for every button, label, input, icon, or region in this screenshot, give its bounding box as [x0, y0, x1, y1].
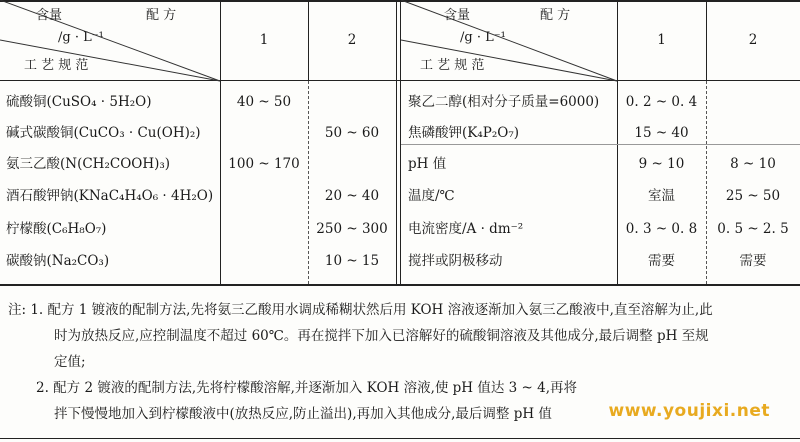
right-row-3-value-2: 8 ~ 10 [730, 156, 776, 172]
right-section-rule [401, 144, 800, 145]
note-1-line-1: 注: 1. 配方 1 镀液的配制方法,先将氨三乙酸用水调成稀糊状然后用 KOH 溶液逐渐加入氨三乙酸液中,直至溶解为止,此 [8, 302, 713, 318]
left-row-3-name: 氨三乙酸(N(CH₂COOH)₃) [6, 156, 171, 172]
note-1-line-2: 时为放热反应,应控制温度不超过 60℃。再在搅拌下加入已溶解好的硫酸铜溶液及其他成分,最后调整 pH 至规 [54, 328, 709, 344]
right-corner-formula-label: 配 方 [540, 8, 571, 23]
left-row-4-name: 酒石酸钾钠(KNaC₄H₄O₆ · 4H₂O) [6, 188, 214, 204]
right-row-1-name: 聚乙二醇(相对分子质量=6000) [408, 94, 600, 110]
left-corner-process-label: 工 艺 规 范 [24, 58, 89, 73]
right-row-6-name: 搅拌或阴极移动 [408, 253, 503, 269]
right-row-4-value-2: 25 ~ 50 [725, 188, 781, 204]
left-corner-formula-label: 配 方 [146, 8, 177, 23]
right-col-header-1: 1 [657, 32, 666, 48]
right-row-2-name: 焦磷酸钾(K₄P₂O₇) [408, 125, 520, 141]
right-corner-process-label: 工 艺 规 范 [420, 58, 485, 73]
right-col-header-2: 2 [748, 32, 758, 48]
right-row-4-value-1: 室温 [648, 188, 675, 204]
left-row-4-value-2: 20 ~ 40 [324, 188, 380, 204]
note-2-line-2: 拌下慢慢地加入到柠檬酸液中(放热反应,防止溢出),再加入其他成分,最后调整 pH 值 [54, 406, 552, 422]
left-row-3-value-1: 100 ~ 170 [228, 156, 300, 172]
right-row-1-value-1: 0. 2 ~ 0. 4 [625, 94, 698, 110]
right-row-3-value-1: 9 ~ 10 [638, 156, 685, 172]
left-row-5-name: 柠檬酸(C₆H₈O₇) [6, 221, 107, 237]
left-corner-content-label: 含量 [36, 8, 63, 23]
left-row-2-name: 碱式碳酸铜(CuCO₃ · Cu(OH)₂) [6, 125, 201, 141]
right-row-6-value-1: 需要 [648, 253, 675, 269]
right-row-5-value-2: 0. 5 ~ 2. 5 [717, 221, 789, 237]
right-row-6-value-2: 需要 [739, 253, 767, 269]
left-row-1-name: 硫酸铜(CuSO₄ · 5H₂O) [6, 94, 152, 110]
left-col-header-2: 2 [347, 32, 357, 48]
right-row-3-name: pH 值 [408, 156, 447, 172]
left-row-1-value-1: 40 ~ 50 [236, 94, 292, 110]
left-row-6-value-2: 10 ~ 15 [324, 253, 380, 269]
notes-bottom-border [0, 438, 800, 439]
left-corner-unit-label: /g · L⁻¹ [58, 30, 104, 45]
right-corner-content-label: 含量 [444, 8, 471, 23]
right-corner-unit-label: /g · L⁻¹ [460, 30, 506, 45]
left-row-6-name: 碳酸钠(Na₂CO₃) [6, 253, 110, 269]
note-1-line-3: 定值; [54, 354, 86, 370]
left-row-2-value-2: 50 ~ 60 [324, 125, 380, 141]
left-row-5-value-2: 250 ~ 300 [316, 221, 388, 237]
right-row-2-value-1: 15 ~ 40 [634, 125, 689, 141]
right-row-5-name: 电流密度/A · dm⁻² [408, 221, 524, 237]
right-row-4-name: 温度/℃ [408, 188, 455, 204]
table-bottom-border [0, 284, 800, 286]
right-row-5-value-1: 0. 3 ~ 0. 8 [625, 221, 698, 237]
note-2-line-1: 2. 配方 2 镀液的配制方法,先将柠檬酸溶解,并逐渐加入 KOH 溶液,使 pH 值达 3 ~ 4,再将 [36, 380, 578, 396]
site-watermark: www.youjixi.net [608, 401, 770, 421]
left-col-header-1: 1 [259, 32, 269, 48]
